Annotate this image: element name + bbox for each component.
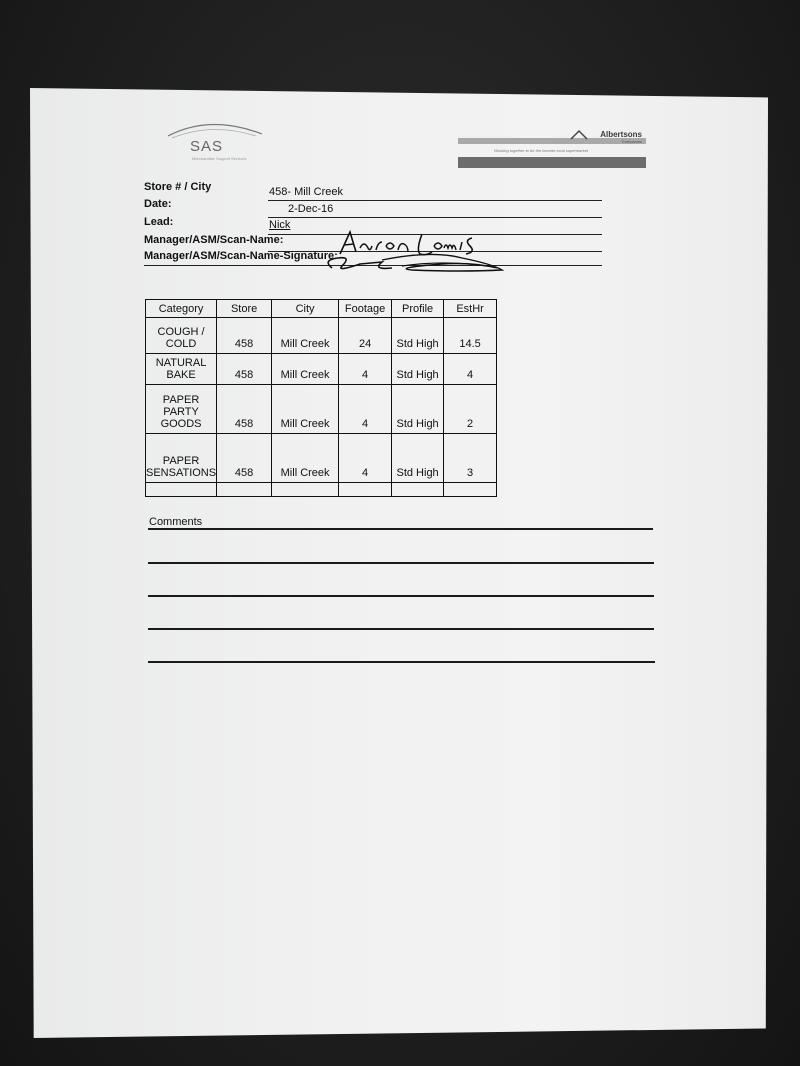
sas-logo: [160, 118, 270, 166]
footage-cell: 4: [339, 434, 392, 483]
city-cell: Mill Creek: [272, 434, 339, 483]
column-header-footage: Footage: [339, 300, 392, 318]
column-header-profile: Profile: [392, 300, 444, 318]
profile-cell: Std High: [392, 354, 444, 385]
footage-cell: 4: [339, 385, 392, 434]
manager-name-label: Manager/ASM/Scan-Name:: [144, 234, 284, 246]
empty-cell: [339, 483, 392, 497]
manager-signature-label: Manager/ASM/Scan-Name-Signature:: [144, 250, 338, 262]
empty-cell: [392, 483, 444, 497]
empty-cell: [217, 483, 272, 497]
esthr-cell: 14.5: [444, 318, 497, 354]
albertsons-tagline: Working together to be the favorite local supermarket: [494, 148, 589, 153]
store-cell: 458: [217, 434, 272, 483]
empty-cell: [272, 483, 339, 497]
signature-scribble-icon: [312, 250, 512, 276]
lead-value: Nick: [269, 219, 291, 231]
albertsons-house-icon: [570, 129, 588, 141]
store-cell: 458: [217, 354, 272, 385]
esthr-cell: 4: [444, 354, 497, 385]
city-cell: Mill Creek: [272, 354, 339, 385]
comment-line: [148, 661, 655, 663]
albertsons-banner-strip: [458, 157, 646, 168]
column-header-esthr: EstHr: [444, 300, 497, 318]
table-row: [146, 354, 497, 385]
profile-cell: Std High: [392, 385, 444, 434]
albertsons-logo-subtext: Companies: [621, 139, 642, 144]
footage-cell: 4: [339, 354, 392, 385]
city-cell: Mill Creek: [272, 318, 339, 354]
date-value: 2-Dec-16: [288, 203, 334, 215]
date-label: Date:: [144, 198, 172, 210]
table-empty-row: [146, 483, 497, 497]
category-line: COLD: [165, 338, 197, 350]
comments-label: Comments: [149, 516, 203, 528]
empty-cell: [146, 483, 217, 497]
category-cell: [146, 385, 217, 434]
category-cell: [146, 434, 217, 483]
store-cell: 458: [217, 385, 272, 434]
category-line: PAPER PARTY: [162, 394, 200, 418]
category-table: [145, 299, 497, 497]
category-cell: [146, 354, 217, 385]
store-city-rule: [268, 200, 602, 201]
profile-cell: Std High: [392, 434, 444, 483]
sas-logo-subtext: Merchandise Support Services: [192, 156, 247, 161]
city-cell: Mill Creek: [272, 385, 339, 434]
date-rule: [268, 217, 602, 218]
store-city-label: Store # / City: [144, 181, 212, 193]
table-row: [146, 434, 497, 483]
category-line: COUGH /: [157, 326, 205, 338]
category-cell: [146, 318, 217, 354]
store-city-value: 458- Mill Creek: [269, 186, 343, 198]
comment-line: [148, 528, 653, 530]
sas-logo-text: SAS: [190, 138, 224, 155]
category-line: NATURAL: [155, 357, 207, 369]
column-header-city: City: [272, 300, 339, 318]
table-header-row: [146, 300, 497, 318]
esthr-cell: 2: [444, 385, 497, 434]
comment-line: [148, 628, 654, 630]
albertsons-logo-text: Albertsons: [600, 130, 642, 139]
albertsons-logo: [458, 128, 646, 170]
column-header-store: Store: [217, 300, 272, 318]
lead-label: Lead:: [144, 216, 174, 228]
footage-cell: 24: [339, 318, 392, 354]
table-row: [146, 385, 497, 434]
category-line: SENSATIONS: [146, 467, 217, 479]
category-line: BAKE: [166, 369, 196, 381]
empty-cell: [444, 483, 497, 497]
comment-line: [148, 595, 654, 597]
profile-cell: Std High: [392, 318, 444, 354]
table-row: [146, 318, 497, 354]
column-header-category: Category: [146, 300, 217, 318]
category-line: GOODS: [160, 418, 202, 430]
comment-line: [148, 562, 654, 564]
category-line: PAPER: [162, 455, 200, 467]
esthr-cell: 3: [444, 434, 497, 483]
store-cell: 458: [217, 318, 272, 354]
